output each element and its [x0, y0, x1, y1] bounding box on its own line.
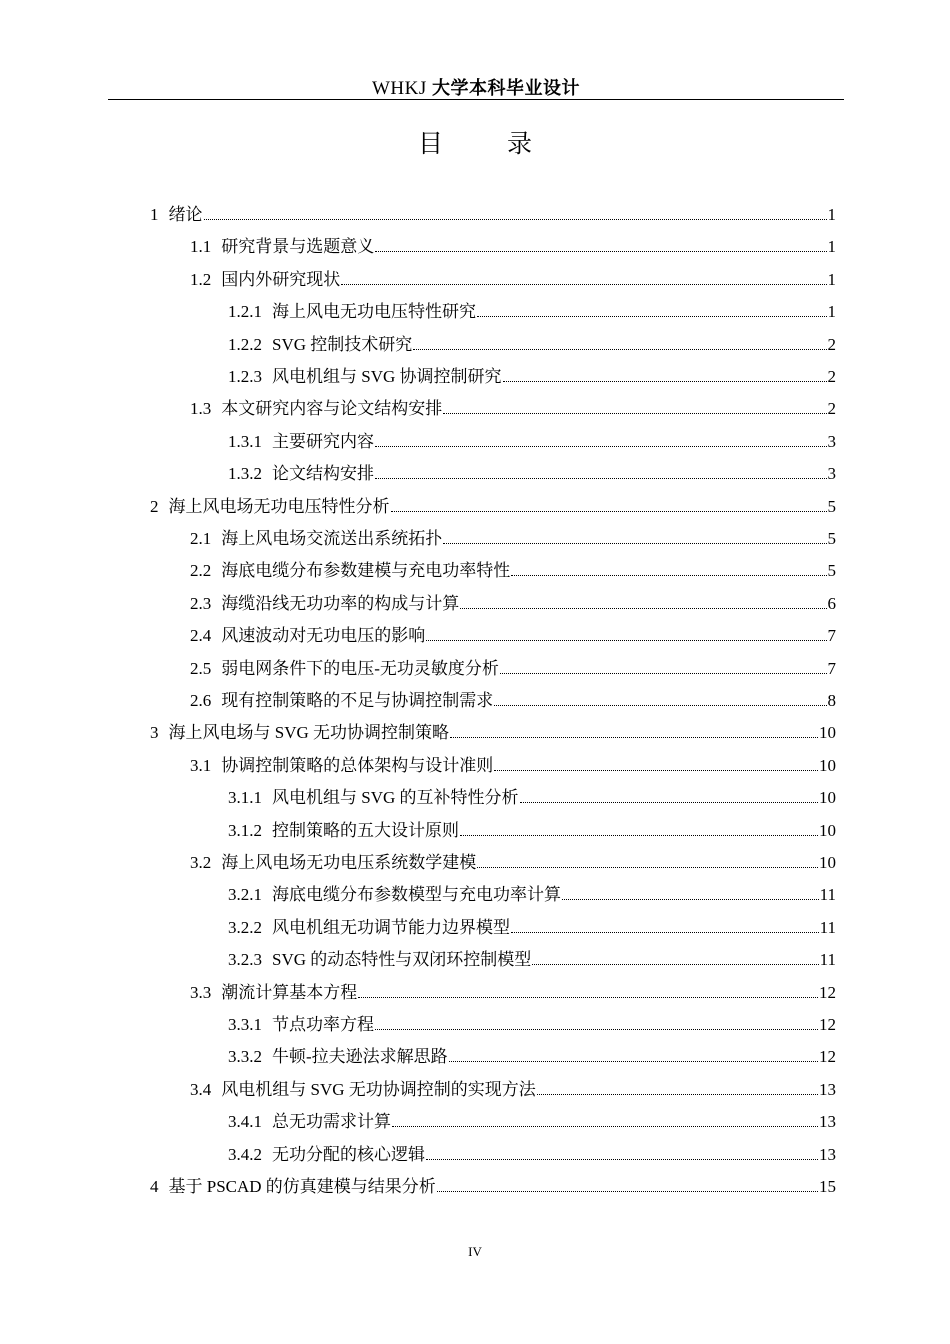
toc-entry[interactable] [190, 754, 836, 778]
toc-entry-text: 控制策略的五大设计原则 [272, 821, 459, 840]
toc-entry[interactable] [190, 559, 836, 583]
toc-entry-label [190, 1078, 536, 1102]
toc-entry-page: 1 [827, 302, 836, 321]
toc-entry-label [190, 235, 374, 259]
toc-dot-leader [511, 932, 819, 933]
toc-entry-text: 海缆沿线无功功率的构成与计算 [221, 594, 460, 613]
toc-entry-label [228, 365, 502, 389]
toc-entry-text: 海底电缆分布参数模型与充电功率计算 [272, 885, 561, 904]
toc-dot-leader [532, 964, 818, 965]
toc-entry-page: 3 [827, 432, 836, 451]
toc-entry[interactable] [190, 1078, 836, 1102]
toc-entry-page: 13 [819, 1080, 836, 1099]
toc-entry-text: 弱电网条件下的电压-无功灵敏度分析 [221, 659, 499, 678]
toc-dot-leader [426, 640, 826, 641]
toc-entry[interactable] [190, 527, 836, 551]
toc-entry-page: 5 [827, 497, 836, 516]
toc-entry-page: 1 [827, 237, 836, 256]
toc-entry-page: 10 [819, 756, 836, 775]
toc-entry-text: 潮流计算基本方程 [221, 983, 358, 1002]
toc-entry[interactable] [228, 1045, 836, 1069]
toc-entry[interactable] [228, 300, 836, 324]
toc-dot-leader [391, 511, 827, 512]
toc-entry-number: 1 [150, 205, 159, 224]
toc-entry-number: 3.3.1 [228, 1015, 262, 1034]
toc-entry-label [190, 559, 510, 583]
toc-dot-leader [511, 575, 826, 576]
toc-entry-text: 风电机组无功调节能力边界模型 [272, 918, 510, 937]
toc-entry-number: 2.6 [190, 691, 212, 710]
toc-entry-label [150, 1175, 436, 1199]
toc-dot-leader [392, 1126, 818, 1127]
toc-dot-leader [460, 608, 826, 609]
toc-entry-text: 海上风电无功电压特性研究 [272, 302, 476, 321]
toc-dot-leader [460, 835, 818, 836]
toc-entry-text: 牛顿-拉夫逊法求解思路 [272, 1047, 448, 1066]
toc-entry-number: 1.1 [190, 237, 212, 256]
toc-entry-text: 海上风电场与 SVG 无功协调控制策略 [168, 723, 450, 742]
toc-entry[interactable] [190, 657, 836, 681]
toc-dot-leader [494, 705, 826, 706]
toc-entry-text: 海上风电场交流送出系统拓扑 [221, 529, 443, 548]
toc-entry-text: 国内外研究现状 [221, 270, 341, 289]
toc-entry[interactable] [150, 203, 836, 227]
toc-entry[interactable] [228, 948, 836, 972]
toc-entry-page: 11 [819, 950, 836, 969]
toc-entry-page: 15 [819, 1177, 836, 1196]
toc-entry-page: 7 [827, 659, 836, 678]
toc-entry-page: 8 [827, 691, 836, 710]
toc-entry-number: 1.2.3 [228, 367, 262, 386]
toc-entry-number: 3.4 [190, 1080, 212, 1099]
toc-entry-number: 2.3 [190, 594, 212, 613]
toc-entry-label [190, 268, 340, 292]
toc-entry-page: 2 [827, 335, 836, 354]
toc-dot-leader [437, 1191, 818, 1192]
toc-entry-page: 6 [827, 594, 836, 613]
toc-entry-number: 3 [150, 723, 159, 742]
toc-entry-number: 1.3.1 [228, 432, 262, 451]
toc-entry-number: 3.3.2 [228, 1047, 262, 1066]
toc-entry-text: 总无功需求计算 [272, 1112, 391, 1131]
toc-dot-leader [500, 673, 827, 674]
toc-entry-label [150, 495, 390, 519]
toc-dot-leader [341, 284, 826, 285]
toc-entry[interactable] [150, 721, 836, 745]
toc-entry-label [228, 786, 519, 810]
toc-entry-label [190, 592, 459, 616]
toc-entry-number: 3.2.1 [228, 885, 262, 904]
toc-entry-label [228, 883, 561, 907]
toc-dot-leader [375, 446, 827, 447]
toc-entry-label [190, 754, 493, 778]
toc-dot-leader [520, 802, 818, 803]
toc-entry-label [190, 981, 357, 1005]
toc-entry-text: 风电机组与 SVG 协调控制研究 [272, 367, 502, 386]
toc-entry[interactable] [228, 916, 836, 940]
toc-entry-number: 3.2 [190, 853, 212, 872]
toc-entry-label [228, 1013, 374, 1037]
toc-entry-text: 风电机组与 SVG 无功协调控制的实现方法 [221, 1080, 536, 1099]
toc-entry[interactable] [228, 1143, 836, 1167]
toc-entry-page: 10 [819, 853, 836, 872]
toc-entry-number: 1.3 [190, 399, 212, 418]
toc-entry-number: 3.4.1 [228, 1112, 262, 1131]
toc-entry-label [228, 462, 374, 486]
toc-entry-text: SVG 的动态特性与双闭环控制模型 [272, 950, 532, 969]
toc-entry[interactable] [228, 786, 836, 810]
toc-entry-number: 3.1.1 [228, 788, 262, 807]
toc-entry-label [228, 333, 412, 357]
toc-entry-text: 风电机组与 SVG 的互补特性分析 [272, 788, 519, 807]
toc-entry[interactable] [190, 397, 836, 421]
toc-entry-text: 协调控制策略的总体架构与设计准则 [221, 756, 494, 775]
toc-entry[interactable] [150, 495, 836, 519]
toc-dot-leader [204, 219, 827, 220]
toc-entry-label [190, 851, 476, 875]
toc-entry-text: 无功分配的核心逻辑 [272, 1145, 425, 1164]
toc-entry-page: 7 [827, 626, 836, 645]
toc-entry-page: 10 [819, 723, 836, 742]
toc-dot-leader [503, 381, 827, 382]
toc-entry-page: 2 [827, 367, 836, 386]
toc-entry-label [190, 689, 493, 713]
toc-entry[interactable] [190, 689, 836, 713]
toc-dot-leader [443, 543, 826, 544]
toc-entry-number: 1.2.2 [228, 335, 262, 354]
toc-entry-text: 节点功率方程 [272, 1015, 374, 1034]
header-school: WHKJ [371, 78, 427, 99]
toc-entry-text: 基于 PSCAD 的仿真建模与结果分析 [168, 1177, 436, 1196]
toc-entry-number: 3.2.3 [228, 950, 262, 969]
toc-entry[interactable] [190, 851, 836, 875]
toc-entry-page: 13 [819, 1145, 836, 1164]
toc-entry-number: 1.2 [190, 270, 212, 289]
toc-entry-page: 3 [827, 464, 836, 483]
toc-entry-text: 绪论 [168, 205, 203, 224]
toc-entry-page: 11 [819, 918, 836, 937]
toc-dot-leader [449, 1061, 818, 1062]
toc-entry-text: 主要研究内容 [272, 432, 374, 451]
toc-dot-leader [375, 251, 826, 252]
toc-entry-text: 海上风电场无功电压特性分析 [168, 497, 390, 516]
toc-entry-label [228, 1143, 425, 1167]
toc-entry[interactable] [228, 333, 836, 357]
toc-entry-label [228, 948, 531, 972]
toc-entry[interactable] [228, 1013, 836, 1037]
toc-entry-text: 海底电缆分布参数建模与充电功率特性 [221, 561, 511, 580]
toc-entry[interactable] [228, 883, 836, 907]
toc-entry-text: SVG 控制技术研究 [272, 335, 413, 354]
toc-entry-text: 本文研究内容与论文结构安排 [221, 399, 443, 418]
toc-dot-leader [562, 899, 819, 900]
toc-entry-label [190, 624, 425, 648]
toc-dot-leader [537, 1094, 818, 1095]
toc-dot-leader [450, 737, 818, 738]
toc-entry-page: 1 [827, 205, 836, 224]
toc-dot-leader [477, 316, 827, 317]
toc-dot-leader [426, 1159, 818, 1160]
toc-entry-label [150, 721, 449, 745]
toc-entry-number: 2.5 [190, 659, 212, 678]
toc-entry[interactable] [150, 1175, 836, 1199]
toc-entry-number: 2.1 [190, 529, 212, 548]
toc-entry-number: 1.3.2 [228, 464, 262, 483]
toc-entry[interactable] [228, 430, 836, 454]
toc-entry-page: 11 [819, 885, 836, 904]
toc-dot-leader [413, 349, 826, 350]
toc-entry[interactable] [190, 624, 836, 648]
toc-entry-page: 2 [827, 399, 836, 418]
toc-entry[interactable] [228, 1110, 836, 1134]
toc-entry-label [150, 203, 203, 227]
toc-entry[interactable] [228, 462, 836, 486]
toc-entry-number: 4 [150, 1177, 159, 1196]
toc-entry-page: 13 [819, 1112, 836, 1131]
toc-entry[interactable] [228, 819, 836, 843]
toc-entry-page: 10 [819, 788, 836, 807]
toc-entry-label [190, 397, 442, 421]
toc-entry-number: 3.2.2 [228, 918, 262, 937]
toc-dot-leader [443, 413, 826, 414]
toc-entry-text: 海上风电场无功电压系统数学建模 [221, 853, 477, 872]
toc-entry-text: 研究背景与选题意义 [221, 237, 375, 256]
toc-entry-number: 3.4.2 [228, 1145, 262, 1164]
page-header [108, 74, 844, 100]
toc-entry-label [228, 1045, 448, 1069]
toc-entry-label [228, 430, 374, 454]
toc-dot-leader [375, 478, 827, 479]
toc-entry-page: 12 [819, 983, 836, 1002]
header-rule [108, 99, 844, 100]
page-title: 目 录 [418, 129, 560, 158]
toc-dot-leader [358, 997, 818, 998]
toc-entry[interactable] [190, 981, 836, 1005]
header-thesis-title: 大学本科毕业设计 [432, 78, 581, 99]
toc-entry-number: 3.3 [190, 983, 212, 1002]
toc-entry-text: 风速波动对无功电压的影响 [221, 626, 426, 645]
toc-entry-label [190, 527, 442, 551]
toc-entry[interactable] [190, 592, 836, 616]
toc-entry[interactable] [190, 235, 836, 259]
toc-entry-page: 1 [827, 270, 836, 289]
toc-entry-page: 12 [819, 1015, 836, 1034]
toc-entry-number: 2.2 [190, 561, 212, 580]
toc-entry-label [228, 916, 510, 940]
toc-entry-number: 2 [150, 497, 159, 516]
toc-entry-number: 2.4 [190, 626, 212, 645]
toc-entry-page: 12 [819, 1047, 836, 1066]
toc-entry-text: 现有控制策略的不足与协调控制需求 [221, 691, 494, 710]
toc-entry-text: 论文结构安排 [272, 464, 374, 483]
toc-entry-label [228, 819, 459, 843]
toc-entry-number: 3.1.2 [228, 821, 262, 840]
toc-entry[interactable] [190, 268, 836, 292]
toc-entry-number: 1.2.1 [228, 302, 262, 321]
toc-entry-label [228, 1110, 391, 1134]
toc-dot-leader [494, 770, 818, 771]
toc-entry-page: 10 [819, 821, 836, 840]
toc-entry-number: 3.1 [190, 756, 212, 775]
toc-dot-leader [477, 867, 818, 868]
toc-entry-label [190, 657, 499, 681]
page-number: IV [468, 1244, 482, 1259]
toc-entry-label [228, 300, 476, 324]
toc-entry-page: 5 [827, 561, 836, 580]
toc-entry[interactable] [228, 365, 836, 389]
toc-dot-leader [375, 1029, 818, 1030]
toc-entry-page: 5 [827, 529, 836, 548]
